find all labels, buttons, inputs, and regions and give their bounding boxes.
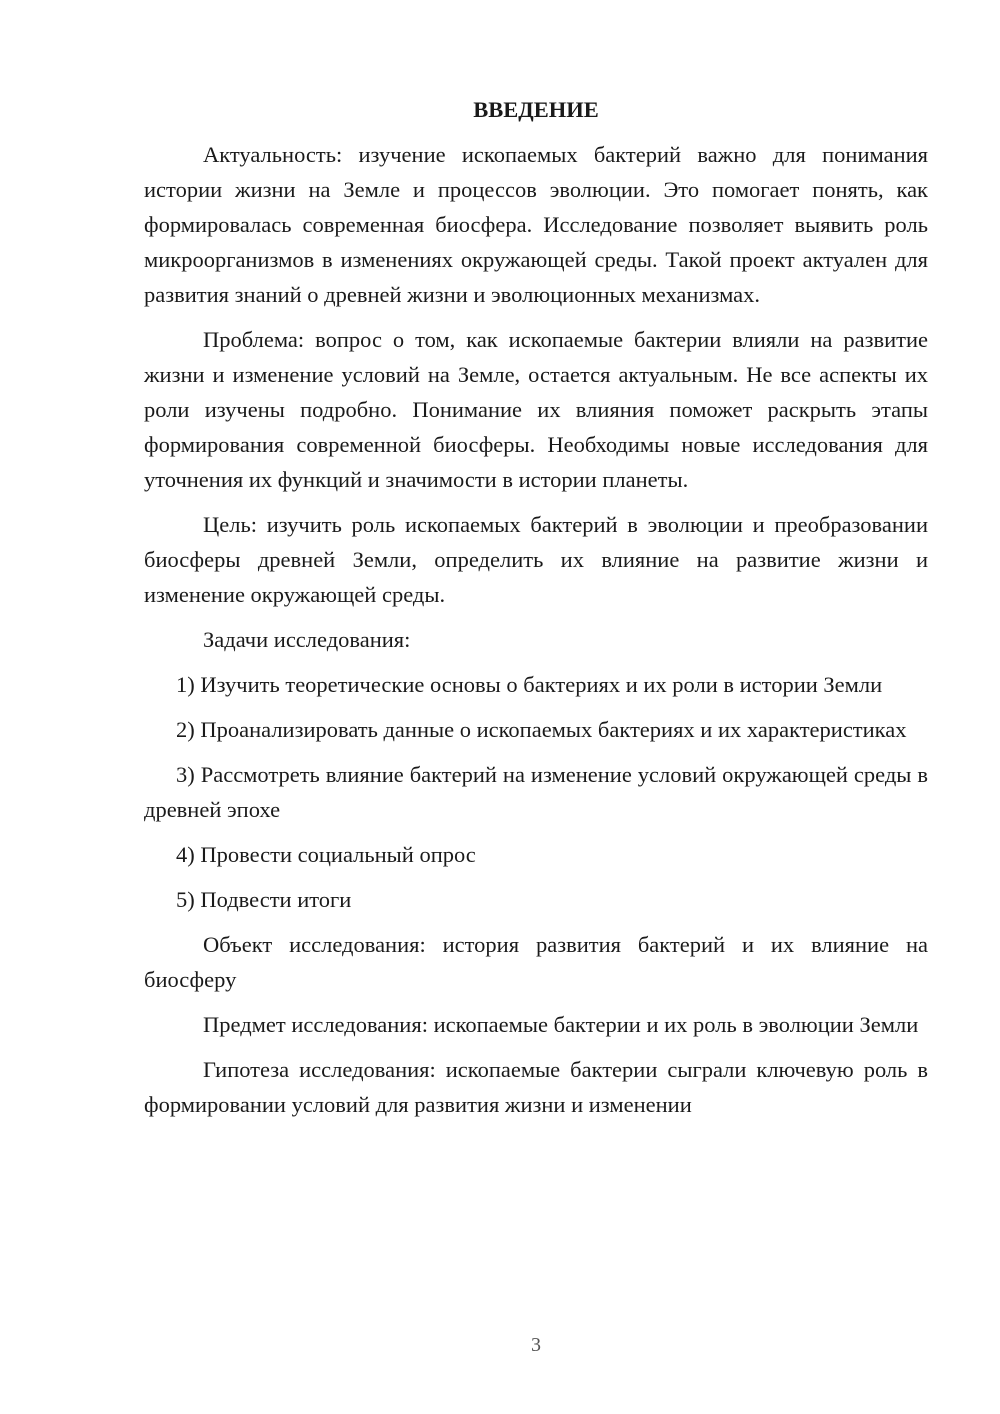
task-item: 4) Провести социальный опрос <box>176 842 476 867</box>
task-item: 5) Подвести итоги <box>176 887 352 912</box>
paragraph-hypothesis: Гипотеза исследования: ископаемые бактерии сыграли ключевую роль в формировании условий для развития жизни и изменении <box>144 1057 928 1117</box>
section-title: ВВЕДЕНИЕ <box>473 97 599 122</box>
page-footer <box>0 1334 1000 1357</box>
document-page <box>144 92 928 1132</box>
task-item: 3) Рассмотреть влияние бактерий на изменение условий окружающей среды в древней эпохе <box>144 762 928 822</box>
paragraph-subject: Предмет исследования: ископаемые бактерии и их роль в эволюции Земли <box>203 1012 919 1037</box>
page-number: 3 <box>531 1334 541 1356</box>
paragraph-relevance: Актуальность: изучение ископаемых бактерий важно для понимания истории жизни на Земле и процессов эволюции. Это помогает понять, как формировалась современная биосфера. Исследование позволяет выявить роль микроорганизмов в изменениях окружающей среды. Такой проект актуален для развития знаний о древней жизни и эволюционных механизмах. <box>144 142 928 307</box>
paragraph-object: Объект исследования: история развития бактерий и их влияние на биосферу <box>144 932 928 992</box>
paragraph-goal: Цель: изучить роль ископаемых бактерий в эволюции и преобразовании биосферы древней Земли, определить их влияние на развитие жизни и изменение окружающей среды. <box>144 512 928 607</box>
tasks-heading: Задачи исследования: <box>203 627 411 652</box>
paragraph-problem: Проблема: вопрос о том, как ископаемые бактерии влияли на развитие жизни и изменение условий на Земле, остается актуальным. Не все аспекты их роли изучены подробно. Понимание их влияния поможет раскрыть этапы формирования современной биосферы. Необходимы новые исследования для уточнения их функций и значимости в истории планеты. <box>144 327 928 492</box>
task-item: 1) Изучить теоретические основы о бактериях и их роли в истории Земли <box>176 672 883 697</box>
task-item: 2) Проанализировать данные о ископаемых бактериях и их характеристиках <box>176 717 907 742</box>
